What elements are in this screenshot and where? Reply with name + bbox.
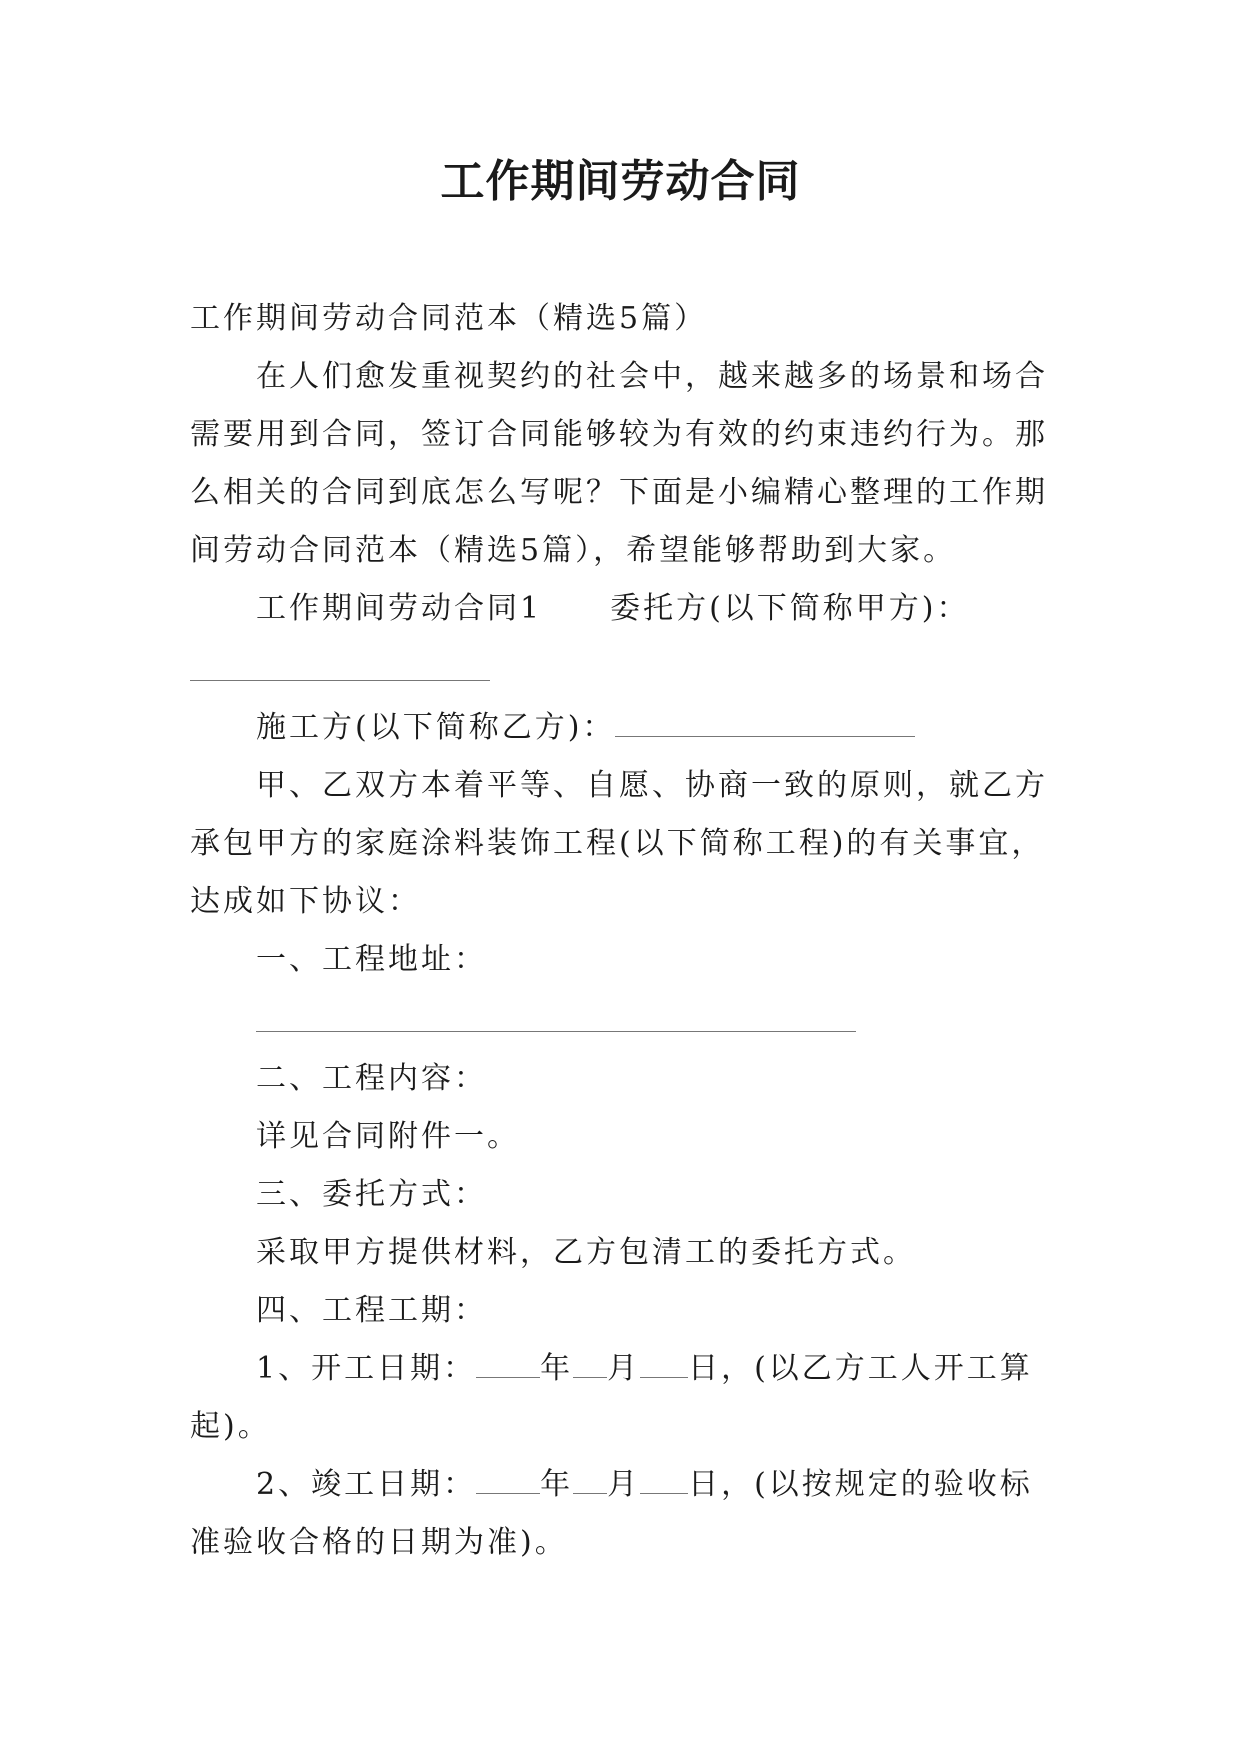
address-blank bbox=[256, 1003, 856, 1032]
section4-heading: 四、工程工期： bbox=[256, 1293, 487, 1328]
end-date-note: ，(以按规定的验收标准验收合格的日期为准)。 bbox=[190, 1467, 1033, 1560]
end-year-label: 年 bbox=[540, 1467, 574, 1502]
end-date-label: 2、竣工日期： bbox=[256, 1467, 477, 1502]
start-date-note: ，(以乙方工人开工算起)。 bbox=[190, 1351, 1033, 1444]
party-b-line bbox=[190, 699, 1050, 757]
start-year-blank bbox=[476, 1351, 540, 1378]
section2-heading: 二、工程内容： bbox=[256, 1061, 487, 1096]
end-day-blank bbox=[640, 1467, 688, 1494]
document-title: 工作期间劳动合同 bbox=[440, 156, 801, 207]
party-a-label: 委托方(以下简称甲方)： bbox=[610, 591, 970, 626]
start-day-blank bbox=[640, 1351, 688, 1378]
intro-paragraph: 在人们愈发重视契约的社会中，越来越多的场景和场合需要用到合同，签订合同能够较为有效的约束违约行为。那么相关的合同到底怎么写呢？下面是小编精心整理的工作期间劳动合同范本（精选5篇），希望能够帮助到大家。 bbox=[190, 359, 1048, 568]
start-date-label: 1、开工日期： bbox=[256, 1351, 477, 1386]
party-a-blank bbox=[190, 652, 490, 681]
start-month-label: 月 bbox=[607, 1351, 641, 1386]
end-date-paragraph bbox=[190, 1456, 1050, 1572]
party-b-label: 施工方(以下简称乙方)： bbox=[256, 710, 616, 745]
end-day-label: 日 bbox=[688, 1467, 722, 1502]
end-year-blank bbox=[476, 1467, 540, 1494]
start-day-label: 日 bbox=[688, 1351, 722, 1386]
section2-text: 详见合同附件一。 bbox=[256, 1119, 520, 1154]
document-body bbox=[190, 290, 1050, 1572]
start-date-paragraph bbox=[190, 1340, 1050, 1456]
agreement-paragraph: 甲、乙双方本着平等、自愿、协商一致的原则，就乙方承包甲方的家庭涂料装饰工程(以下简称工程)的有关事宜，达成如下协议： bbox=[190, 768, 1048, 919]
start-year-label: 年 bbox=[540, 1351, 574, 1386]
section3-text: 采取甲方提供材料，乙方包清工的委托方式。 bbox=[256, 1235, 916, 1270]
contract1-heading: 工作期间劳动合同1 bbox=[256, 591, 543, 626]
party-b-blank bbox=[615, 710, 915, 737]
section1-heading: 一、工程地址： bbox=[256, 942, 487, 977]
subtitle: 工作期间劳动合同范本（精选5篇） bbox=[190, 301, 708, 336]
end-month-blank bbox=[573, 1467, 607, 1494]
start-month-blank bbox=[573, 1351, 607, 1378]
section3-heading: 三、委托方式： bbox=[256, 1177, 487, 1212]
end-month-label: 月 bbox=[607, 1467, 641, 1502]
contract1-heading-line bbox=[190, 580, 1050, 638]
